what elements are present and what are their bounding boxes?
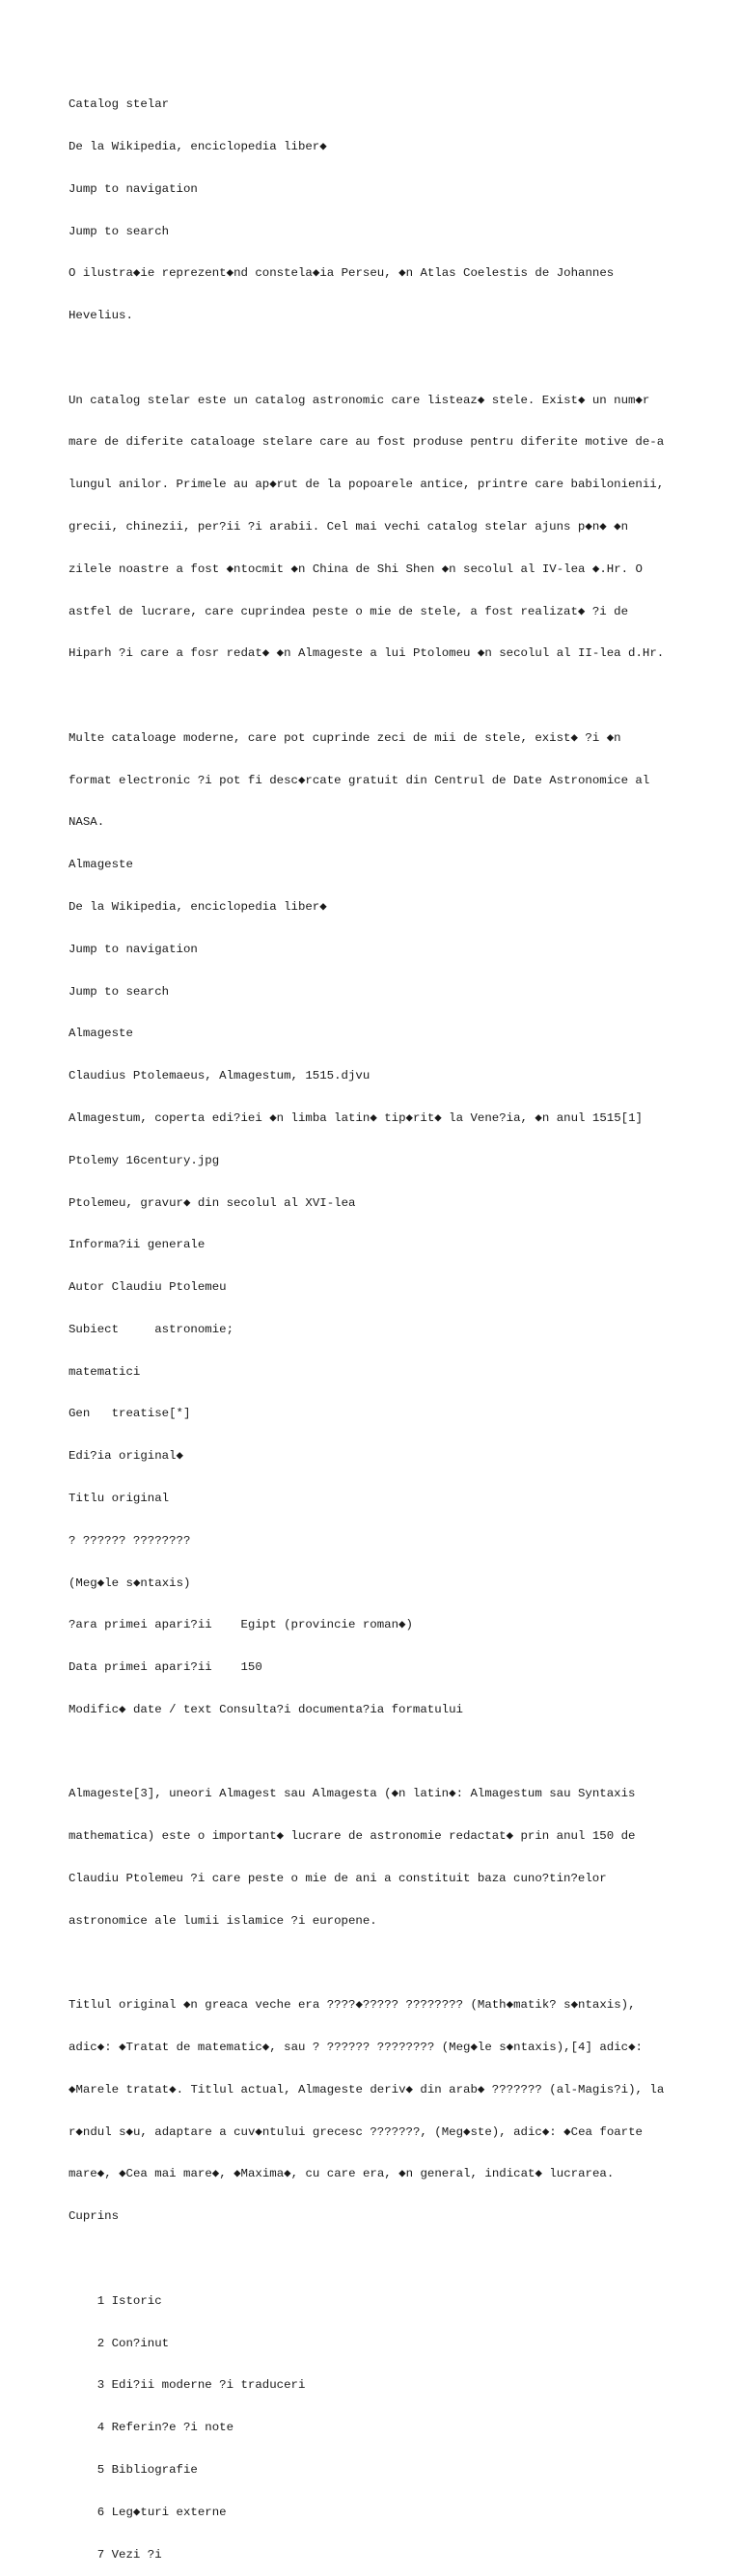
blank-line xyxy=(69,351,686,366)
text-line: adic◆: ◆Tratat de matematic◆, sau ? ?????? ???????? (Meg◆le s◆ntaxis),[4] adic◆: xyxy=(69,2041,643,2055)
toc-item: 7 Vezi ?i xyxy=(69,2547,162,2562)
blank-line xyxy=(69,2252,686,2266)
text-line: Ptolemy 16century.jpg xyxy=(69,1153,220,1167)
toc-item: 5 Bibliografie xyxy=(69,2462,198,2477)
document-body xyxy=(69,69,686,2576)
text-line: Jump to navigation xyxy=(69,181,198,196)
text-line: Ptolemeu, gravur◆ din secolul al XVI-lea xyxy=(69,1195,356,1210)
text-line: Informa?ii generale xyxy=(69,1238,206,1252)
text-line: NASA. xyxy=(69,815,105,830)
text-line: Un catalog stelar este un catalog astronomic care listeaz◆ stele. Exist◆ un num◆r xyxy=(69,393,650,407)
text-line: zilele noastre a fost ◆ntocmit ◆n China de Shi Shen ◆n secolul al IV-lea ◆.Hr. O xyxy=(69,562,643,576)
text-line: Claudius Ptolemaeus, Almagestum, 1515.djvu xyxy=(69,1069,370,1083)
text-line: Multe cataloage moderne, care pot cuprinde zeci de mii de stele, exist◆ ?i ◆n xyxy=(69,730,621,745)
text-line: Claudiu Ptolemeu ?i care peste o mie de ani a constituit baza cuno?tin?elor xyxy=(69,1872,607,1885)
text-line: De la Wikipedia, enciclopedia liber◆ xyxy=(69,900,327,915)
text-line: grecii, chinezii, per?ii ?i arabii. Cel mai vechi catalog stelar ajuns p◆n◆ ◆n xyxy=(69,520,629,534)
text-line: O ilustra◆ie reprezent◆nd constela◆ia Perseu, ◆n Atlas Coelestis de Johannes xyxy=(69,266,615,281)
text-line: r◆ndul s◆u, adaptare a cuv◆ntului grecesc ???????, (Meg◆ste), adic◆: ◆Cea foarte xyxy=(69,2124,643,2139)
toc-item: 1 Istoric xyxy=(69,2293,162,2308)
text-line: ◆Marele tratat◆. Titlul actual, Almageste deriv◆ din arab◆ ??????? (al-Magis?i), la xyxy=(69,2082,665,2096)
text-line: Jump to navigation xyxy=(69,942,198,956)
blank-line xyxy=(69,1745,686,1760)
text-line: Edi?ia original◆ xyxy=(69,1449,183,1464)
text-line: Titlu original xyxy=(69,1491,170,1505)
text-line: ?ara primei apari?ii Egipt (provincie roman◆) xyxy=(69,1618,413,1632)
text-line: Almageste[3], uneori Almagest sau Almagesta (◆n latin◆: Almagestum sau Syntaxis xyxy=(69,1787,636,1801)
blank-line xyxy=(69,1957,686,1971)
text-line: Gen treatise[*] xyxy=(69,1407,191,1421)
text-line: Modific◆ date / text Consulta?i documenta?ia formatului xyxy=(69,1702,463,1716)
text-line: Titlul original ◆n greaca veche era ????◆????? ???????? (Math◆matik? s◆ntaxis), xyxy=(69,1998,636,2013)
text-line: matematici xyxy=(69,1364,141,1379)
text-line: lungul anilor. Primele au ap◆rut de la popoarele antice, printre care babilonienii, xyxy=(69,478,665,492)
text-line: Catalog stelar xyxy=(69,97,170,112)
text-line: Hiparh ?i care a fosr redat◆ ◆n Almageste a lui Ptolomeu ◆n secolul al II-lea d.Hr. xyxy=(69,646,665,661)
toc-item: 3 Edi?ii moderne ?i traduceri xyxy=(69,2378,306,2393)
text-line: astfel de lucrare, care cuprindea peste o mie de stele, a fost realizat◆ ?i de xyxy=(69,604,629,618)
toc-item: 4 Referin?e ?i note xyxy=(69,2421,234,2435)
text-line: Almagestum, coperta edi?iei ◆n limba latin◆ tip◆rit◆ la Vene?ia, ◆n anul 1515[1] xyxy=(69,1110,643,1125)
toc-item: 6 Leg◆turi externe xyxy=(69,2505,227,2519)
text-line: mathematica) este o important◆ lucrare de astronomie redactat◆ prin anul 150 de xyxy=(69,1829,636,1844)
text-line: De la Wikipedia, enciclopedia liber◆ xyxy=(69,139,327,153)
text-line: Hevelius. xyxy=(69,309,133,323)
toc-item: 2 Con?inut xyxy=(69,2336,170,2350)
text-line: mare de diferite cataloage stelare care au fost produse pentru diferite motive de-a xyxy=(69,435,665,450)
text-line: Almageste xyxy=(69,1027,133,1041)
text-line: Jump to search xyxy=(69,224,170,238)
text-line: Data primei apari?ii 150 xyxy=(69,1660,262,1675)
text-line: mare◆, ◆Cea mai mare◆, ◆Maxima◆, cu care era, ◆n general, indicat◆ lucrarea. xyxy=(69,2167,615,2181)
text-line: format electronic ?i pot fi desc◆rcate gratuit din Centrul de Date Astronomice al xyxy=(69,773,650,787)
blank-line xyxy=(69,689,686,703)
text-line: (Meg◆le s◆ntaxis) xyxy=(69,1576,191,1590)
text-line: Autor Claudiu Ptolemeu xyxy=(69,1280,227,1295)
text-line: Subiect astronomie; xyxy=(69,1322,234,1336)
text-line: Jump to search xyxy=(69,984,170,999)
text-line: astronomice ale lumii islamice ?i europene. xyxy=(69,1913,377,1928)
text-line: Almageste xyxy=(69,858,133,872)
text-line: ? ?????? ???????? xyxy=(69,1533,191,1548)
toc-heading: Cuprins xyxy=(69,2209,120,2224)
